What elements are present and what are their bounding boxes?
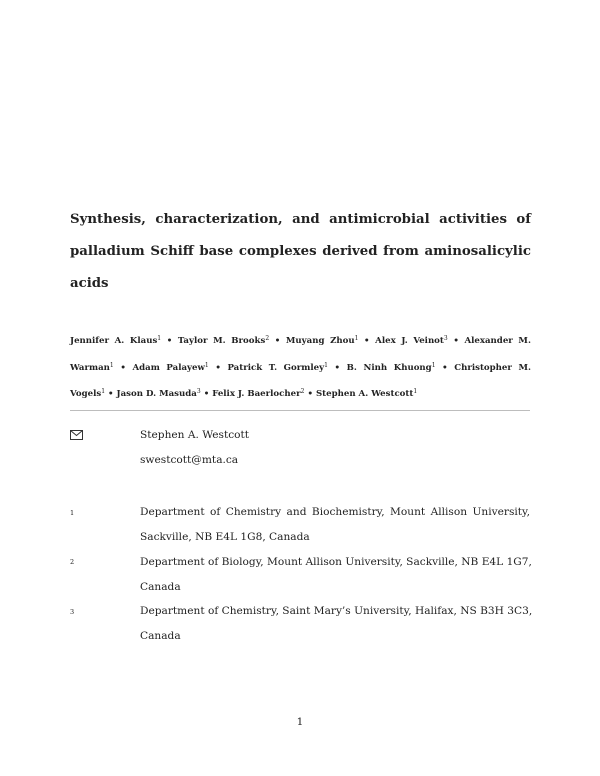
affiliation-line: Canada bbox=[140, 581, 181, 593]
affiliation-text bbox=[140, 500, 530, 550]
author-name: Felix J. Baerlocher bbox=[212, 389, 301, 399]
author-name: Vogels bbox=[70, 389, 102, 399]
author-name: Jason D. Masuda bbox=[116, 389, 197, 399]
author-separator: • bbox=[334, 362, 341, 373]
author-name: Patrick T. Gormley bbox=[227, 362, 325, 373]
envelope-icon bbox=[70, 430, 83, 440]
author-line bbox=[70, 354, 531, 381]
author-separator: • bbox=[108, 389, 114, 399]
author-name: Christopher M. bbox=[454, 362, 532, 373]
author-separator: • bbox=[364, 336, 370, 346]
author-affiliation-mark: 2 bbox=[300, 388, 305, 395]
affiliation-text bbox=[140, 550, 530, 600]
author-line bbox=[70, 380, 531, 407]
author-separator: • bbox=[215, 362, 221, 373]
author-affiliation-mark: 1 bbox=[324, 361, 328, 369]
author-name: B. Ninh Khuong bbox=[346, 362, 432, 373]
author-separator: • bbox=[203, 389, 210, 399]
page-number: 1 bbox=[296, 716, 304, 728]
author-name: Taylor M. Brooks bbox=[177, 336, 266, 346]
paper-title bbox=[70, 204, 531, 300]
author-separator: • bbox=[307, 389, 313, 399]
affiliation-number: 3 bbox=[70, 608, 75, 616]
author-name: Muyang Zhou bbox=[285, 336, 355, 346]
author-line bbox=[70, 327, 531, 354]
affiliation-number: 1 bbox=[70, 509, 75, 517]
author-affiliation-mark: 1 bbox=[157, 335, 162, 342]
author-affiliation-mark: 1 bbox=[101, 388, 106, 395]
title-line: acids bbox=[70, 276, 109, 291]
affiliation-line: Sackville, NB E4L 1G8, Canada bbox=[140, 531, 310, 543]
affiliation-line: Department of Biology, Mount Allison University, Sackville, NB E4L 1G7, bbox=[140, 556, 532, 568]
author-name: Alex J. Veinot bbox=[375, 336, 444, 346]
author-affiliation-mark: 3 bbox=[196, 388, 201, 395]
section-divider bbox=[70, 410, 530, 411]
corresponding-author-email[interactable]: swestcott@mta.ca bbox=[140, 454, 239, 466]
author-affiliation-mark: 1 bbox=[413, 388, 418, 395]
author-affiliation-mark: 1 bbox=[204, 361, 209, 369]
corresponding-author-name: Stephen A. Westcott bbox=[140, 429, 250, 441]
affiliation-line: Department of Chemistry, Saint Mary’s University, Halifax, NS B3H 3C3, bbox=[140, 605, 533, 617]
author-separator: • bbox=[453, 336, 459, 346]
title-line: Synthesis, characterization, and antimicrobial activities of bbox=[70, 212, 531, 227]
affiliation-line: Canada bbox=[140, 630, 181, 642]
author-list bbox=[70, 327, 531, 407]
author-affiliation-mark: 3 bbox=[443, 335, 448, 342]
author-name: Warman bbox=[70, 362, 110, 373]
author-affiliation-mark: 1 bbox=[109, 361, 114, 369]
author-affiliation-mark: 1 bbox=[354, 335, 359, 342]
author-affiliation-mark: 1 bbox=[431, 361, 436, 369]
affiliation-text bbox=[140, 599, 533, 649]
author-name: Adam Palayew bbox=[132, 362, 205, 373]
author-separator: • bbox=[120, 362, 126, 373]
affiliation-number: 2 bbox=[70, 558, 75, 566]
author-separator: • bbox=[442, 362, 448, 373]
title-line: palladium Schiff base complexes derived from aminosalicylic bbox=[70, 244, 531, 259]
author-separator: • bbox=[274, 336, 281, 346]
author-name: Jennifer A. Klaus bbox=[70, 336, 158, 346]
author-name: Stephen A. Westcott bbox=[315, 389, 414, 399]
author-affiliation-mark: 2 bbox=[265, 335, 270, 342]
author-name: Alexander M. bbox=[464, 336, 531, 346]
affiliation-line: Department of Chemistry and Biochemistry, Mount Allison University, bbox=[140, 506, 530, 518]
author-separator: • bbox=[166, 336, 173, 346]
